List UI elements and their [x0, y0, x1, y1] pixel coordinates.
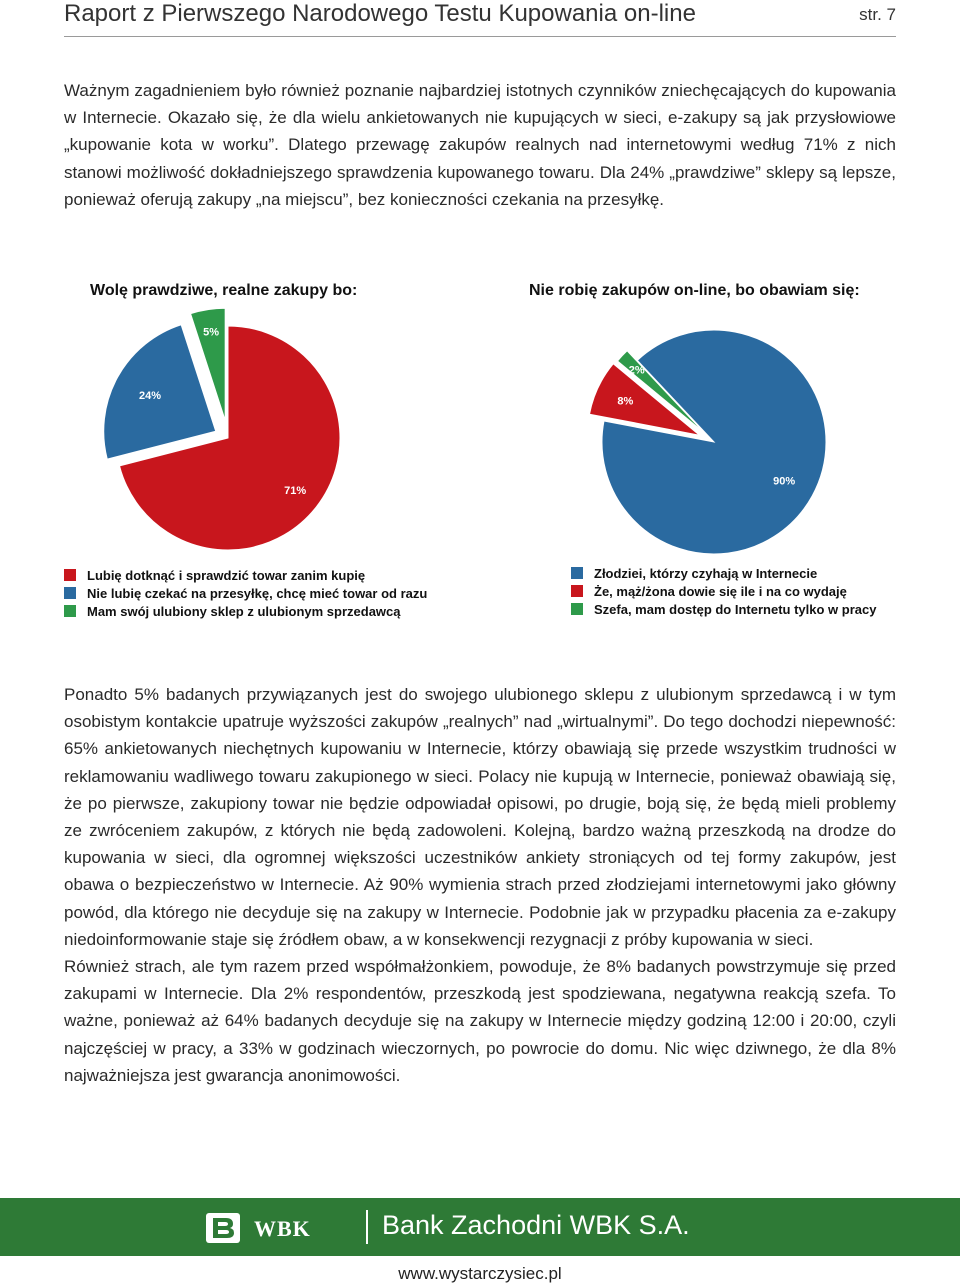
bank-logo-icon	[206, 1213, 240, 1243]
chart-title-left: Wolę prawdziwe, realne zakupy bo:	[90, 282, 358, 299]
legend-swatch	[571, 585, 583, 597]
pie-slice-label: 24%	[138, 390, 162, 403]
legend-label: Że, mąż/żona dowie się ile i na co wydaję	[594, 583, 847, 599]
intro-paragraph: Ważnym zagadnieniem było również poznanie najbardziej istotnych czynników zniechęcających do kupowania w Internecie. Okazało się, że dla wielu ankietowanych nie kupujących w sieci, e-zakupy są jak przysłowiowe „kupowanie kota w worku”. Dlatego przewagę zakupów realnych nad internetowymi według 71% z nich stanowi możliwość dokładniejszego sprawdzenia kupowanego towaru. Dla 24% „prawdziwe” sklepy są lepsze, ponieważ oferują zakupy „na miejscu”, bez konieczności czekania na przesyłkę.	[64, 81, 896, 209]
pie-slice-label: 2%	[628, 364, 645, 377]
legend-label: Złodziei, którzy czyhają w Internecie	[594, 565, 818, 581]
website-url[interactable]: www.wystarczysiec.pl	[398, 1264, 562, 1283]
legend-item	[571, 564, 876, 582]
body-paragraph-1: Ponadto 5% badanych przywiązanych jest do swojego ulubionego sklepu z ulubionym sprzedawcą i w tym osobistym kontakcie upatruje wyższości zakupów „realnych” nad „wirtualnymi”. Do tego dochodzi niepewność: 65% ankietowanych niechętnych kupowaniu w Internecie, którzy obawiają się przede wszystkim trudności w reklamowaniu wadliwego towaru zakupionego w sieci. Polacy nie kupują w Internecie, ponieważ obawiają się, że po pierwsze, zakupiony towar nie będzie odpowiadał opisowi, po drugie, boją się, że będą mieli problemy ze zwróceniem zakupów, z których nie będą zadowoleni. Kolejną, bardzo ważną przeszkodą na drodze do kupowania w sieci, dla ogromnej większości uczestników ankiety stroniących od tej formy zakupów, jest obawa o bezpieczeństwo w Internecie. Aż 90% wymienia strach przed złodziejami internetowymi jako główny powód, dla którego nie decyduje się na zakupy w Internecie. Podobnie jak w przypadku płacenia za e-zakupy niedoinformowanie staje się źródłem obaw, a w konsekwencji rezygnacji z próby kupowania w sieci.	[64, 685, 896, 949]
legend-item	[571, 582, 876, 600]
page-header	[64, 0, 896, 37]
legend-swatch	[64, 569, 76, 581]
pie-slice-label: 90%	[773, 475, 796, 488]
legend-item	[64, 566, 427, 584]
legend-label: Mam swój ulubiony sklep z ulubionym sprzedawcą	[87, 603, 401, 619]
legend-item	[571, 600, 876, 618]
legend-right	[571, 564, 876, 618]
legend-item	[64, 602, 427, 620]
body-paragraph	[64, 681, 896, 1089]
legend-left	[64, 566, 427, 620]
legend-label: Szefa, mam dostęp do Internetu tylko w pracy	[594, 601, 877, 617]
legend-label: Lubię dotknąć i sprawdzić towar zanim kupię	[87, 567, 366, 583]
report-title: Raport z Pierwszego Narodowego Testu Kupowania on-line	[64, 0, 696, 27]
pie-chart-right	[584, 312, 844, 572]
legend-swatch	[64, 587, 76, 599]
page-number: str. 7	[859, 5, 896, 24]
legend-label: Nie lubię czekać na przesyłkę, chcę mieć towar od razu	[87, 585, 428, 601]
footer-divider	[366, 1210, 368, 1244]
chart-title-right: Nie robię zakupów on-line, bo obawiam się:	[529, 282, 860, 299]
legend-swatch	[571, 567, 583, 579]
legend-swatch	[64, 605, 76, 617]
pie-slice-label: 5%	[203, 326, 220, 339]
pie-slice-label: 71%	[284, 485, 307, 498]
wbk-logo-text: WBK	[254, 1216, 311, 1241]
body-paragraph-2: Również strach, ale tym razem przed współmałżonkiem, powoduje, że 8% badanych powstrzymuje się przed zakupami w Internecie. Dla 2% respondentów, przeszkodą jest spodziewana, negatywna reakcją szefa. To ważne, ponieważ aż 64% badanych decyduje się na zakupy w Internecie między godziną 12:00 i 20:00, czyli najczęściej w pracy, a 33% w godzinach wieczornych, po powrocie do domu. Nic więc dziwnego, że dla 8% najważniejsza jest gwarancja anonimowości.	[64, 957, 896, 1085]
legend-item	[64, 584, 427, 602]
bank-name: Bank Zachodni WBK S.A.	[382, 1210, 690, 1240]
pie-chart-left	[98, 308, 358, 568]
pie-slice-label: 8%	[617, 395, 634, 408]
legend-swatch	[571, 603, 583, 615]
